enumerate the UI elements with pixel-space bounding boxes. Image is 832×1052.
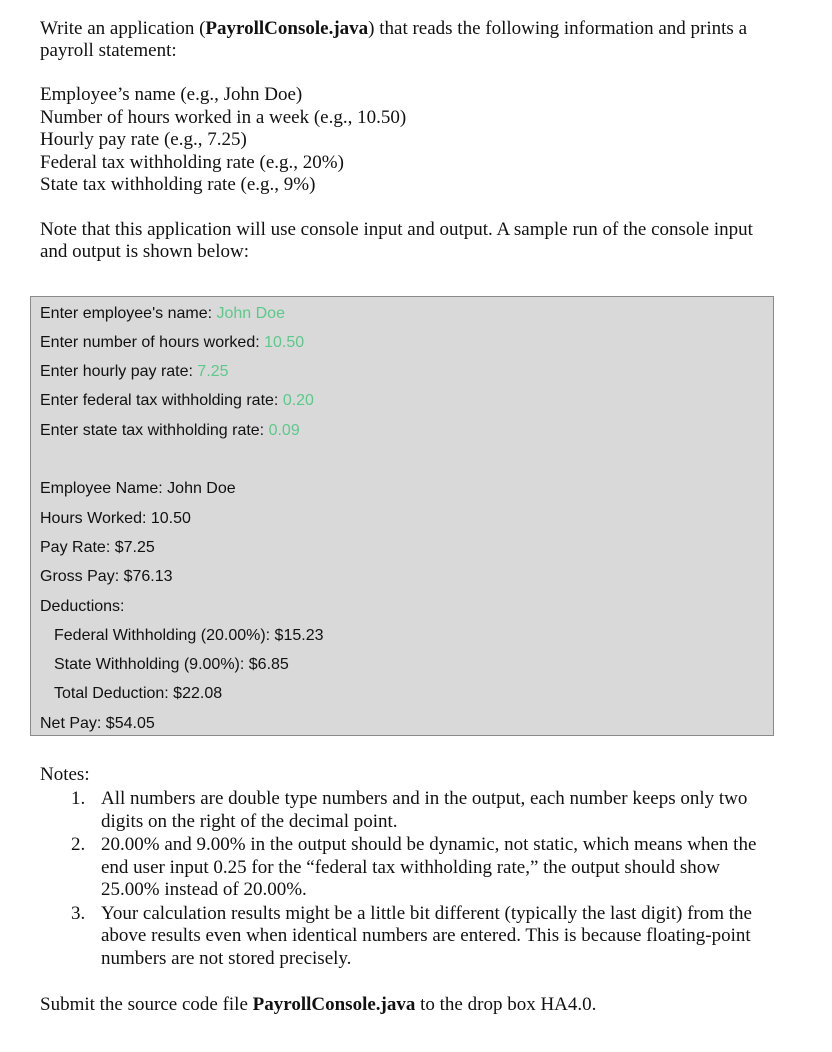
note-item: 2. 20.00% and 9.00% in the output should be dynamic, not static, which means when the end user input 0.25 for the “federal tax withholding rate,” the output should show 25.00% instead of 20.00%.	[71, 834, 757, 900]
console-output-line: Pay Rate: $7.25	[40, 539, 155, 556]
console-input: 0.09	[268, 422, 300, 439]
note-item: 1. All numbers are double type numbers and in the output, each number keeps only two digits on the right of the decimal point.	[71, 788, 748, 832]
notes-section	[40, 764, 780, 971]
console-output-line: Gross Pay: $76.13	[40, 568, 173, 585]
console-output-line: Deductions:	[40, 598, 125, 615]
console-note: Note that this application will use console input and output. A sample run of the console input and output is shown below:	[40, 218, 753, 262]
console-output-line: Employee Name: John Doe	[40, 480, 236, 497]
console-output-line: Federal Withholding (20.00%): $15.23	[54, 627, 324, 644]
console-input: 0.20	[282, 392, 314, 409]
field-item: Hourly pay rate (e.g., 7.25)	[40, 129, 247, 150]
assignment-text	[40, 18, 780, 281]
submit-instruction: Submit the source code file PayrollConsole.java to the drop box HA4.0.	[40, 994, 597, 1015]
field-item: Employee’s name (e.g., John Doe)	[40, 84, 303, 105]
note-number: 2.	[71, 834, 86, 855]
console-input: 7.25	[197, 363, 229, 380]
note-number: 3.	[71, 902, 86, 924]
console-prompt: Enter employee's name: John Doe	[40, 305, 285, 322]
console-output-line: Hours Worked: 10.50	[40, 510, 191, 527]
console-output-line: Net Pay: $54.05	[40, 715, 155, 732]
console-prompt: Enter number of hours worked: 10.50	[40, 334, 305, 351]
console-output-line: State Withholding (9.00%): $6.85	[54, 656, 289, 673]
console-input: John Doe	[216, 305, 285, 322]
console-prompt: Enter federal tax withholding rate: 0.20	[40, 392, 314, 409]
intro-paragraph: Write an application (PayrollConsole.java) that reads the following information and prints a payroll statement:	[40, 18, 748, 61]
console-input: 10.50	[264, 334, 305, 351]
console-prompt: Enter state tax withholding rate: 0.09	[40, 422, 300, 439]
console-sample	[30, 296, 774, 736]
field-item: Number of hours worked in a week (e.g., 10.50)	[40, 106, 407, 128]
console-output-line: Total Deduction: $22.08	[54, 685, 223, 702]
notes-heading: Notes:	[40, 764, 90, 785]
notes-list	[40, 788, 780, 970]
console-prompt: Enter hourly pay rate: 7.25	[40, 363, 229, 380]
field-item: Federal tax withholding rate (e.g., 20%)	[40, 151, 344, 173]
submit-file-name: PayrollConsole.java	[252, 994, 416, 1015]
intro-file-name: PayrollConsole.java	[205, 18, 369, 39]
note-item: 3. Your calculation results might be a little bit different (typically the last digit) from the above results even when identical numbers are entered. This is because floating-point numbers are not stored precisely.	[71, 902, 752, 969]
field-item: State tax withholding rate (e.g., 9%)	[40, 174, 316, 195]
note-number: 1.	[71, 788, 86, 809]
input-field-list	[40, 84, 780, 197]
